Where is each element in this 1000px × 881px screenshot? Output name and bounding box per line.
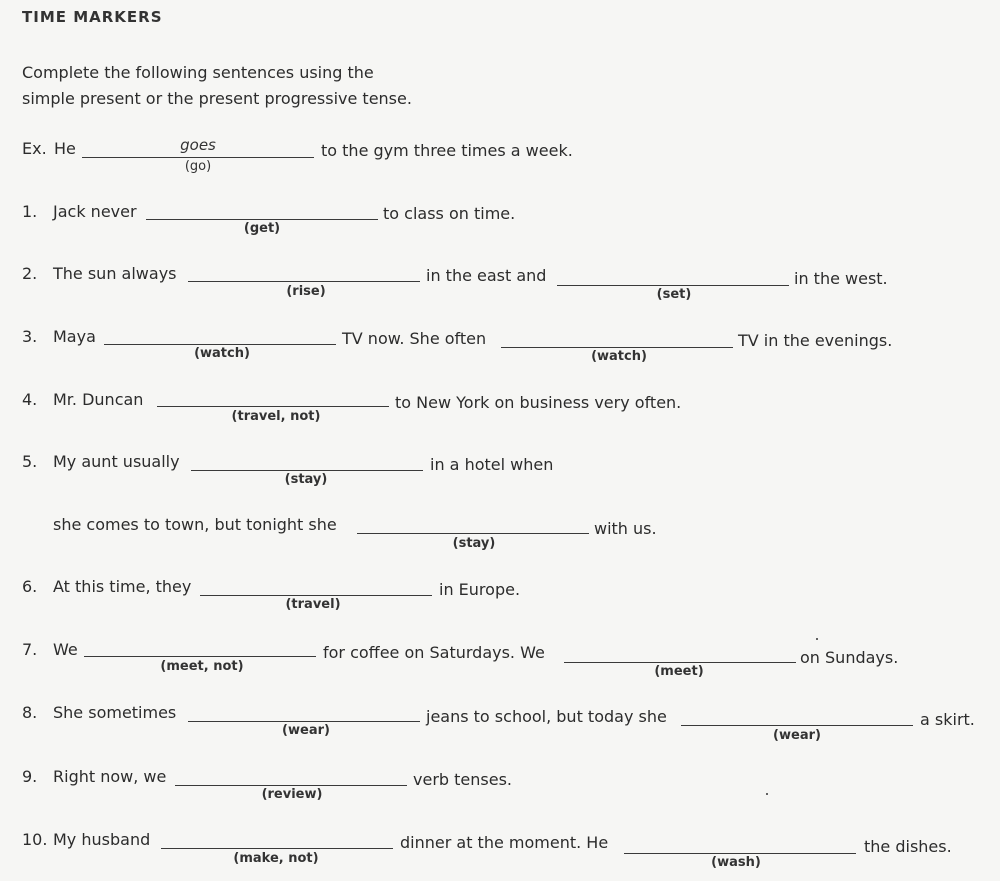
- item-text: verb tenses.: [413, 770, 512, 789]
- verb-hint: (rise): [286, 284, 326, 299]
- item-text: jeans to school, but today she: [426, 707, 667, 726]
- answer-blank[interactable]: [624, 853, 856, 854]
- item-number: 2.: [22, 264, 38, 283]
- verb-hint: (set): [656, 287, 692, 302]
- item-text: My aunt usually: [53, 452, 180, 471]
- item-text: a skirt.: [920, 710, 975, 729]
- verb-hint: (stay): [452, 536, 496, 551]
- instructions: [22, 60, 412, 112]
- item-text: Jack never: [53, 202, 137, 221]
- item-text: She sometimes: [53, 703, 177, 722]
- instructions-line-2: simple present or the present progressive tense.: [22, 89, 412, 108]
- example-after-text: to the gym three times a week.: [321, 141, 573, 160]
- pencil-mark: [816, 638, 818, 640]
- item-text: the dishes.: [864, 837, 952, 856]
- verb-hint: (watch): [591, 349, 647, 364]
- item-number: 10.: [22, 830, 48, 849]
- verb-hint: (watch): [194, 346, 250, 361]
- example-answer: goes: [180, 136, 216, 154]
- item-text: she comes to town, but tonight she: [53, 515, 337, 534]
- item-text: Maya: [53, 327, 96, 346]
- item-text: in the west.: [794, 269, 888, 288]
- verb-hint: (review): [261, 787, 323, 802]
- answer-blank[interactable]: [104, 344, 336, 345]
- item-number: 9.: [22, 767, 38, 786]
- item-text: We: [53, 640, 78, 659]
- item-number: 1.: [22, 202, 38, 221]
- instructions-line-1: Complete the following sentences using the: [22, 63, 374, 82]
- item-text: TV now. She often: [342, 329, 487, 348]
- item-text: on Sundays.: [800, 648, 899, 667]
- answer-blank[interactable]: [188, 281, 420, 282]
- verb-hint: (wear): [282, 723, 330, 738]
- item-number: 6.: [22, 577, 38, 596]
- item-text: dinner at the moment. He: [400, 833, 609, 852]
- page-title: TIME MARKERS: [22, 8, 163, 26]
- answer-blank[interactable]: [681, 725, 913, 726]
- answer-blank[interactable]: [191, 470, 423, 471]
- item-text: with us.: [594, 519, 657, 538]
- item-text: The sun always: [53, 264, 177, 283]
- verb-hint: (meet): [654, 664, 704, 679]
- example-hint: (go): [184, 159, 212, 174]
- item-text: for coffee on Saturdays. We: [323, 643, 545, 662]
- pencil-mark: [766, 793, 768, 795]
- answer-blank[interactable]: [157, 406, 389, 407]
- answer-blank[interactable]: [200, 595, 432, 596]
- answer-blank[interactable]: [146, 219, 378, 220]
- verb-hint: (travel): [285, 597, 341, 612]
- item-text: At this time, they: [53, 577, 192, 596]
- answer-blank[interactable]: [564, 662, 796, 663]
- verb-hint: (wash): [711, 855, 761, 870]
- item-text: in the east and: [426, 266, 547, 285]
- verb-hint: (travel, not): [231, 409, 321, 424]
- verb-hint: (stay): [284, 472, 328, 487]
- item-number: 4.: [22, 390, 38, 409]
- item-text: My husband: [53, 830, 151, 849]
- answer-blank[interactable]: [84, 656, 316, 657]
- verb-hint: (make, not): [233, 851, 319, 866]
- example-blank: [82, 157, 314, 158]
- verb-hint: (get): [243, 221, 281, 236]
- item-text: to New York on business very often.: [395, 393, 682, 412]
- item-number: 8.: [22, 703, 38, 722]
- answer-blank[interactable]: [175, 785, 407, 786]
- item-text: Right now, we: [53, 767, 167, 786]
- item-text: to class on time.: [383, 204, 516, 223]
- item-number: 7.: [22, 640, 38, 659]
- item-text: Mr. Duncan: [53, 390, 144, 409]
- answer-blank[interactable]: [188, 721, 420, 722]
- example-prefix: Ex.: [22, 139, 47, 158]
- answer-blank[interactable]: [557, 285, 789, 286]
- answer-blank[interactable]: [161, 848, 393, 849]
- answer-blank[interactable]: [501, 347, 733, 348]
- verb-hint: (wear): [773, 728, 821, 743]
- item-text: in Europe.: [439, 580, 521, 599]
- item-number: 3.: [22, 327, 38, 346]
- item-text: TV in the evenings.: [738, 331, 893, 350]
- example-before-text: He: [54, 139, 76, 158]
- item-text: in a hotel when: [430, 455, 554, 474]
- item-number: 5.: [22, 452, 38, 471]
- verb-hint: (meet, not): [160, 659, 244, 674]
- answer-blank[interactable]: [357, 533, 589, 534]
